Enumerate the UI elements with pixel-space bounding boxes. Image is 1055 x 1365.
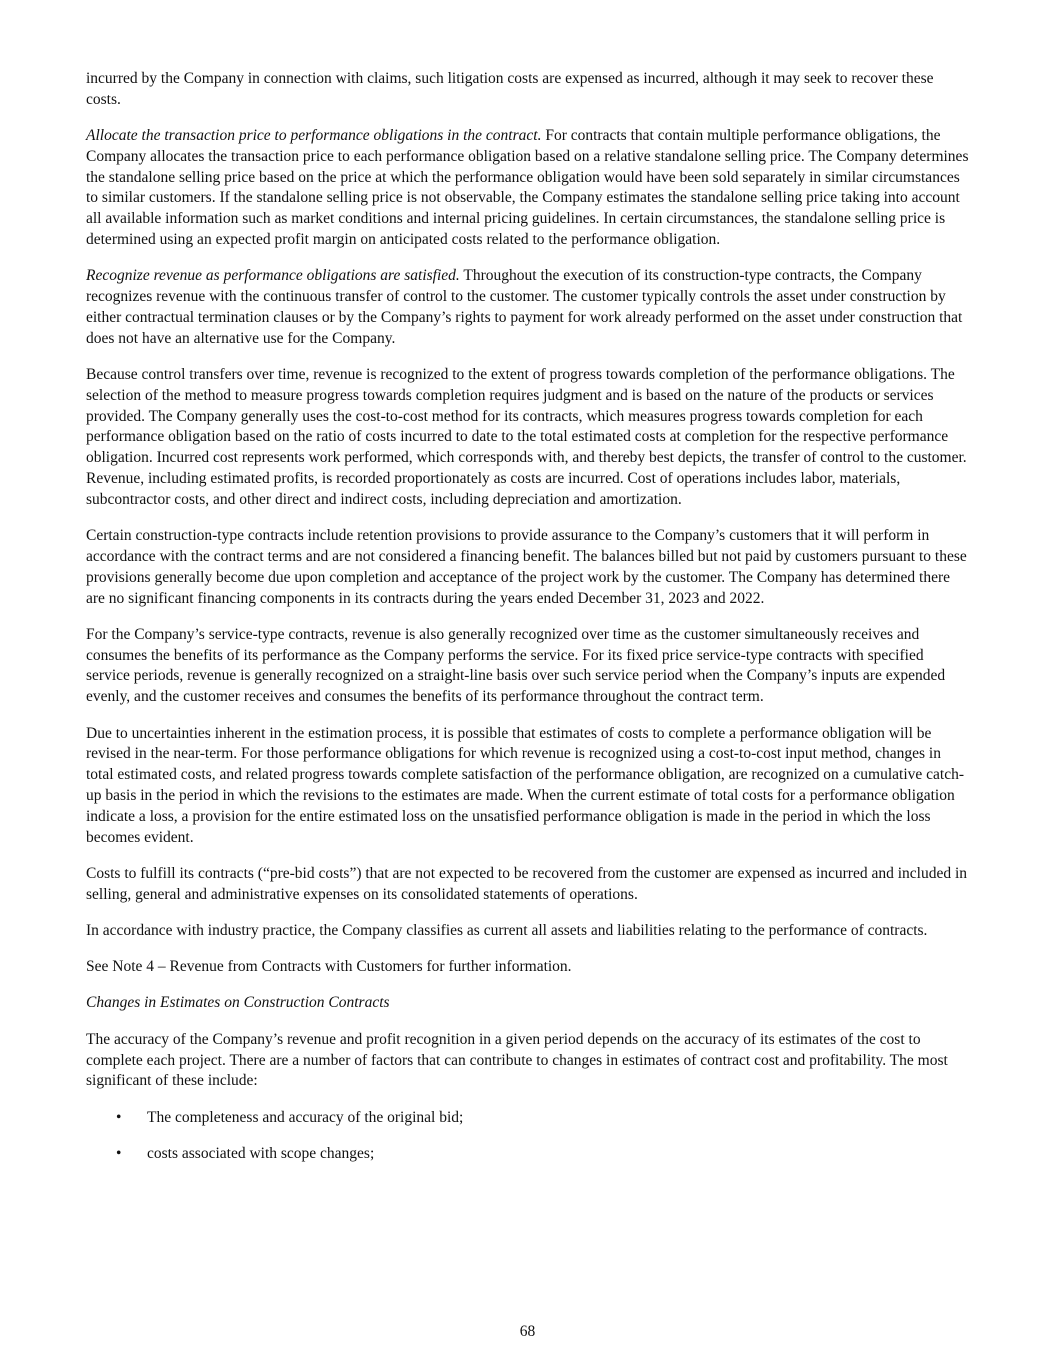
bullet-icon: • bbox=[116, 1144, 122, 1162]
paragraph-lead: Recognize revenue as performance obligations are satisfied. bbox=[86, 267, 460, 285]
document-body bbox=[86, 69, 970, 1180]
paragraph-lead: Allocate the transaction price to performance obligations in the contract. bbox=[86, 127, 542, 145]
paragraph-see-note-4 bbox=[86, 957, 970, 978]
paragraph-litigation-costs bbox=[86, 69, 970, 111]
factor-bullet-list bbox=[86, 1108, 970, 1165]
paragraph-text: Costs to fulfill its contracts (“pre-bid costs”) that are not expected to be recovered from the customer are expensed as incurred and included in selling, general and administrative expenses on its consolidated statements of operations. bbox=[86, 864, 968, 903]
paragraph-text: incurred by the Company in connection with claims, such litigation costs are expensed as incurred, although it may seek to recover these costs. bbox=[86, 70, 934, 108]
section-subheading: Changes in Estimates on Construction Contracts bbox=[86, 994, 390, 1012]
paragraph-retention-provisions bbox=[86, 526, 970, 609]
paragraph-allocate-transaction-price bbox=[86, 126, 970, 251]
paragraph-estimation-uncertainties bbox=[86, 724, 970, 849]
bullet-icon: • bbox=[116, 1108, 122, 1126]
paragraph-industry-practice bbox=[86, 921, 970, 942]
paragraph-text: In accordance with industry practice, the Company classifies as current all assets and liabilities relating to the performance of contracts. bbox=[86, 921, 928, 939]
paragraph-text: Due to uncertainties inherent in the estimation process, it is possible that estimates of costs to complete a performance obligation will be revised in the near-term. For those performance obligations for which revenue is recognized using a cost-to-cost input method, changes in total estimated costs, and related progress towards complete satisfaction of the performance obligation, are recognized on a cumulative catch-up basis in the period in which the revisions to the estimates are made. When the current estimate of total costs for a performance obligation indicate a loss, a provision for the entire estimated loss on the unsatisfied performance obligation is made in the period in which the loss becomes evident. bbox=[86, 724, 964, 846]
paragraph-text: See Note 4 – Revenue from Contracts with Customers for further information. bbox=[86, 958, 572, 976]
paragraph-text: Because control transfers over time, revenue is recognized to the extent of progress towards completion of the performance obligations. The selection of the method to measure progress towards completion requires judgment and is based on the nature of the products or services provided. The Company generally uses the cost-to-cost method for its contracts, which measures progress towards completion for each performance obligation based on the ratio of costs incurred to date to the total estimated costs at completion for the respective performance obligation. Incurred cost represents work performed, which corresponds with, and thereby best depicts, the transfer of control to the customer. Revenue, including estimated profits, is recorded proportionately as costs are incurred. Cost of operations includes labor, materials, subcontractor costs, and other direct and indirect costs, including depreciation and amortization. bbox=[86, 366, 967, 508]
list-item-text: costs associated with scope changes; bbox=[147, 1144, 375, 1162]
paragraph-pre-bid-costs bbox=[86, 864, 970, 906]
paragraph-recognize-revenue bbox=[86, 266, 970, 349]
list-item bbox=[86, 1144, 970, 1165]
paragraph-control-transfers bbox=[86, 365, 970, 511]
paragraph-text: For contracts that contain multiple performance obligations, the Company allocates the transaction price to each performance obligation based on a relative standalone selling price. The Company determines the standalone selling price based on the price at which the performance obligation would have been sold separately in similar circumstances to similar customers. If the standalone selling price is not observable, the Company estimates the standalone selling price taking into account all available information such as market conditions and internal pricing guidelines. In certain circumstances, the standalone selling price is determined using an expected profit margin on anticipated costs related to the performance obligation. bbox=[86, 127, 969, 249]
paragraph-text: Throughout the execution of its construction-type contracts, the Company recognizes revenue with the continuous transfer of control to the customer. The customer typically controls the asset under construction by either contractual termination clauses or by the Company’s rights to payment for work already performed on the asset under construction that does not have an alternative use for the Company. bbox=[86, 267, 963, 347]
paragraph-text: For the Company’s service-type contracts, revenue is also generally recognized over time as the customer simultaneously receives and consumes the benefits of its performance as the Company performs the service. For its fixed price service-type contracts with specified service periods, revenue is generally recognized on a straight-line basis over such service period when the Company’s inputs are expended evenly, and the customer receives and consumes the benefits of its performance throughout the contract term. bbox=[86, 625, 946, 706]
list-item-text: The completeness and accuracy of the original bid; bbox=[147, 1108, 464, 1126]
paragraph-estimates-intro: The accuracy of the Company’s revenue and profit recognition in a given period depends on the accuracy of its estimates of the cost to complete each project. There are a number of factors that can contribute to changes in estimates of contract cost and profitability. The most significant of these include: bbox=[86, 1030, 948, 1090]
list-item bbox=[86, 1108, 970, 1129]
page-number: 68 bbox=[519, 1323, 536, 1340]
paragraph-service-type-contracts bbox=[86, 625, 970, 708]
paragraph-text: Certain construction-type contracts include retention provisions to provide assurance to the Company’s customers that it will perform in accordance with the contract terms and are not considered a financing benefit. The balances billed but not paid by customers pursuant to these provisions generally become due upon completion and acceptance of the project work by the customer. The Company has determined there are no significant financing components in its contracts during the years ended December 31, 2023 and 2022. bbox=[86, 527, 967, 607]
